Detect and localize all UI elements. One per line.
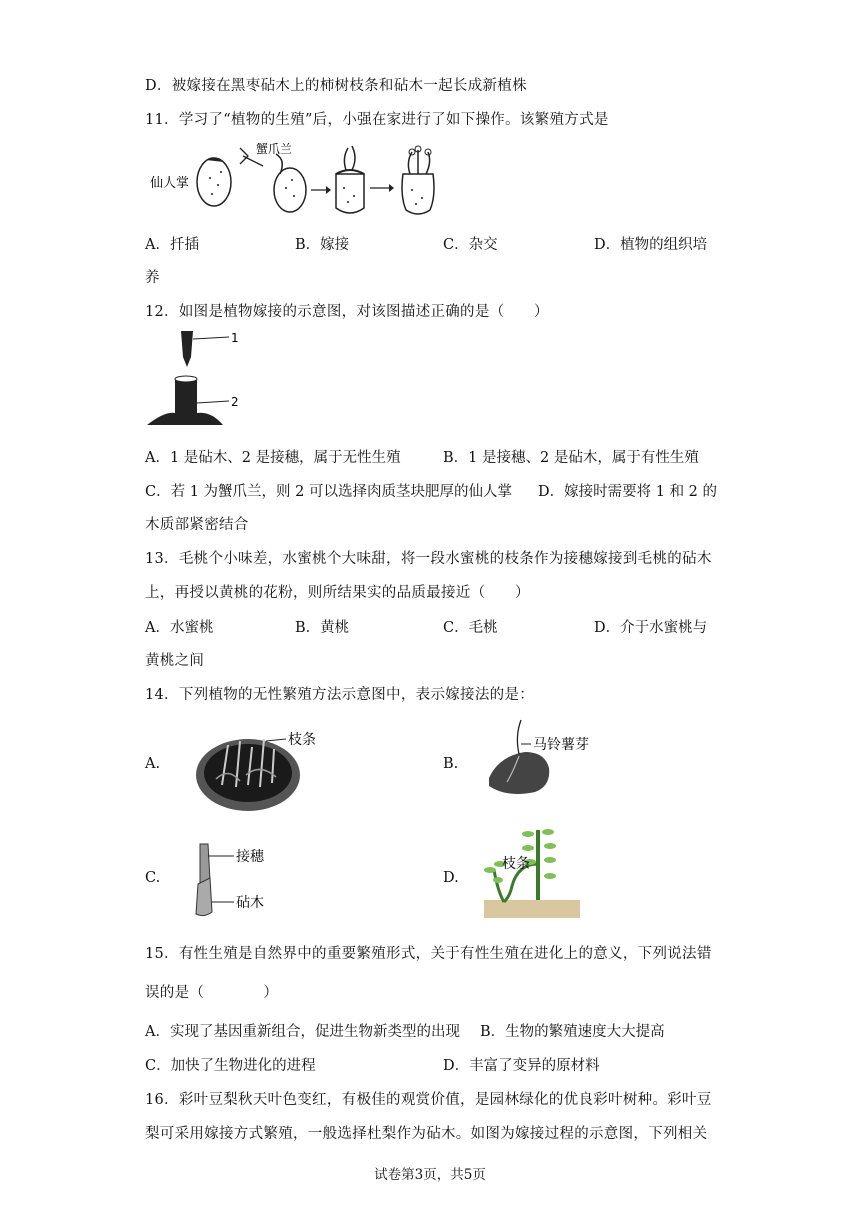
label-c-stock: 砧木 bbox=[236, 895, 264, 911]
q12-grafting-figure bbox=[145, 327, 245, 429]
label-d-branch: 枝条 bbox=[502, 856, 530, 872]
q12-stem: 12．如图是植物嫁接的示意图，对该图描述正确的是（ ） bbox=[145, 304, 549, 320]
q14-option-a: A. bbox=[145, 756, 161, 772]
cactus-label: 仙人掌 bbox=[150, 176, 190, 191]
q15-stem-line2: 误的是（ ） bbox=[145, 985, 279, 1001]
q11-option-b: B．嫁接 bbox=[295, 237, 350, 253]
page-footer: 试卷第3页，共5页 bbox=[374, 1167, 486, 1183]
q12-option-a: A．1 是砧木、2 是接穗，属于无性生殖 bbox=[145, 450, 401, 466]
q14-figure-b-potato bbox=[485, 716, 615, 808]
q14-stem: 14．下列植物的无性繁殖方法示意图中，表示嫁接法的是： bbox=[145, 687, 535, 703]
q13-option-d: D．介于水蜜桃与 bbox=[594, 620, 708, 636]
q12-option-b: B．1 是接穗、2 是砧木，属于有性生殖 bbox=[443, 450, 699, 466]
q13-option-b: B．黄桃 bbox=[295, 620, 350, 636]
q11-option-d: D．植物的组织培 bbox=[594, 237, 708, 253]
label-2: 2 bbox=[231, 395, 239, 409]
label-1: 1 bbox=[231, 331, 239, 345]
q16-stem-line2: 梨可采用嫁接方式繁殖，一般选择杜梨作为砧木。如图为嫁接过程的示意图，下列相关 bbox=[145, 1126, 708, 1142]
q12-option-d: D．嫁接时需要将 1 和 2 的 bbox=[538, 484, 718, 500]
q11-option-d-wrap: 养 bbox=[145, 270, 160, 286]
q15-option-a: A．实现了基因重新组合，促进生物新类型的出现 bbox=[145, 1024, 460, 1040]
q12-option-d-wrap: 木质部紧密结合 bbox=[145, 517, 249, 533]
q12-option-c: C．若 1 为蟹爪兰，则 2 可以选择肉质茎块肥厚的仙人掌 bbox=[145, 484, 512, 500]
q13-option-a: A．水蜜桃 bbox=[145, 620, 214, 636]
q15-option-b: B．生物的繁殖速度大大提高 bbox=[480, 1024, 665, 1040]
q11-figure bbox=[148, 140, 448, 220]
q13-stem-line1: 13．毛桃个小味差，水蜜桃个大味甜，将一段水蜜桃的枝条作为接穗嫁接到毛桃的砧木 bbox=[145, 551, 712, 567]
q14-option-b: B. bbox=[443, 756, 459, 772]
q14-figure-c-graft bbox=[190, 840, 280, 920]
q14-option-d: D. bbox=[443, 870, 459, 886]
q14-option-c: C. bbox=[145, 870, 161, 886]
q11-stem: 11．学习了“植物的生殖”后，小强在家进行了如下操作。该繁殖方式是 bbox=[145, 112, 609, 128]
q11-option-a: A．扦插 bbox=[145, 237, 199, 253]
q13-option-d-wrap: 黄桃之间 bbox=[145, 653, 205, 669]
crab-cactus-label: 蟹爪兰 bbox=[256, 142, 293, 156]
q11-option-c: C．杂交 bbox=[443, 237, 498, 253]
label-a-branch: 枝条 bbox=[288, 732, 316, 748]
q13-stem-line2: 上，再授以黄桃的花粉，则所结果实的品质最接近（ ） bbox=[145, 585, 530, 601]
q15-option-c: C．加快了生物进化的进程 bbox=[145, 1058, 316, 1074]
label-b-potato-bud: 马铃薯芽 bbox=[533, 737, 589, 753]
q15-option-d: D．丰富了变异的原材料 bbox=[443, 1058, 600, 1074]
q13-option-c: C．毛桃 bbox=[443, 620, 498, 636]
q14-figure-d-layering bbox=[484, 824, 594, 920]
label-c-scion: 接穗 bbox=[236, 849, 264, 865]
q14-figure-a-cutting bbox=[188, 723, 338, 815]
q16-stem-line1: 16．彩叶豆梨秋天叶色变红，有极佳的观赏价值，是园林绿化的优良彩叶树种。彩叶豆 bbox=[145, 1092, 712, 1108]
q10-option-d: D．被嫁接在黑枣砧木上的柿树枝条和砧木一起长成新植株 bbox=[145, 78, 527, 94]
q15-stem-line1: 15．有性生殖是自然界中的重要繁殖形式，关于有性生殖在进化上的意义，下列说法错 bbox=[145, 946, 712, 962]
